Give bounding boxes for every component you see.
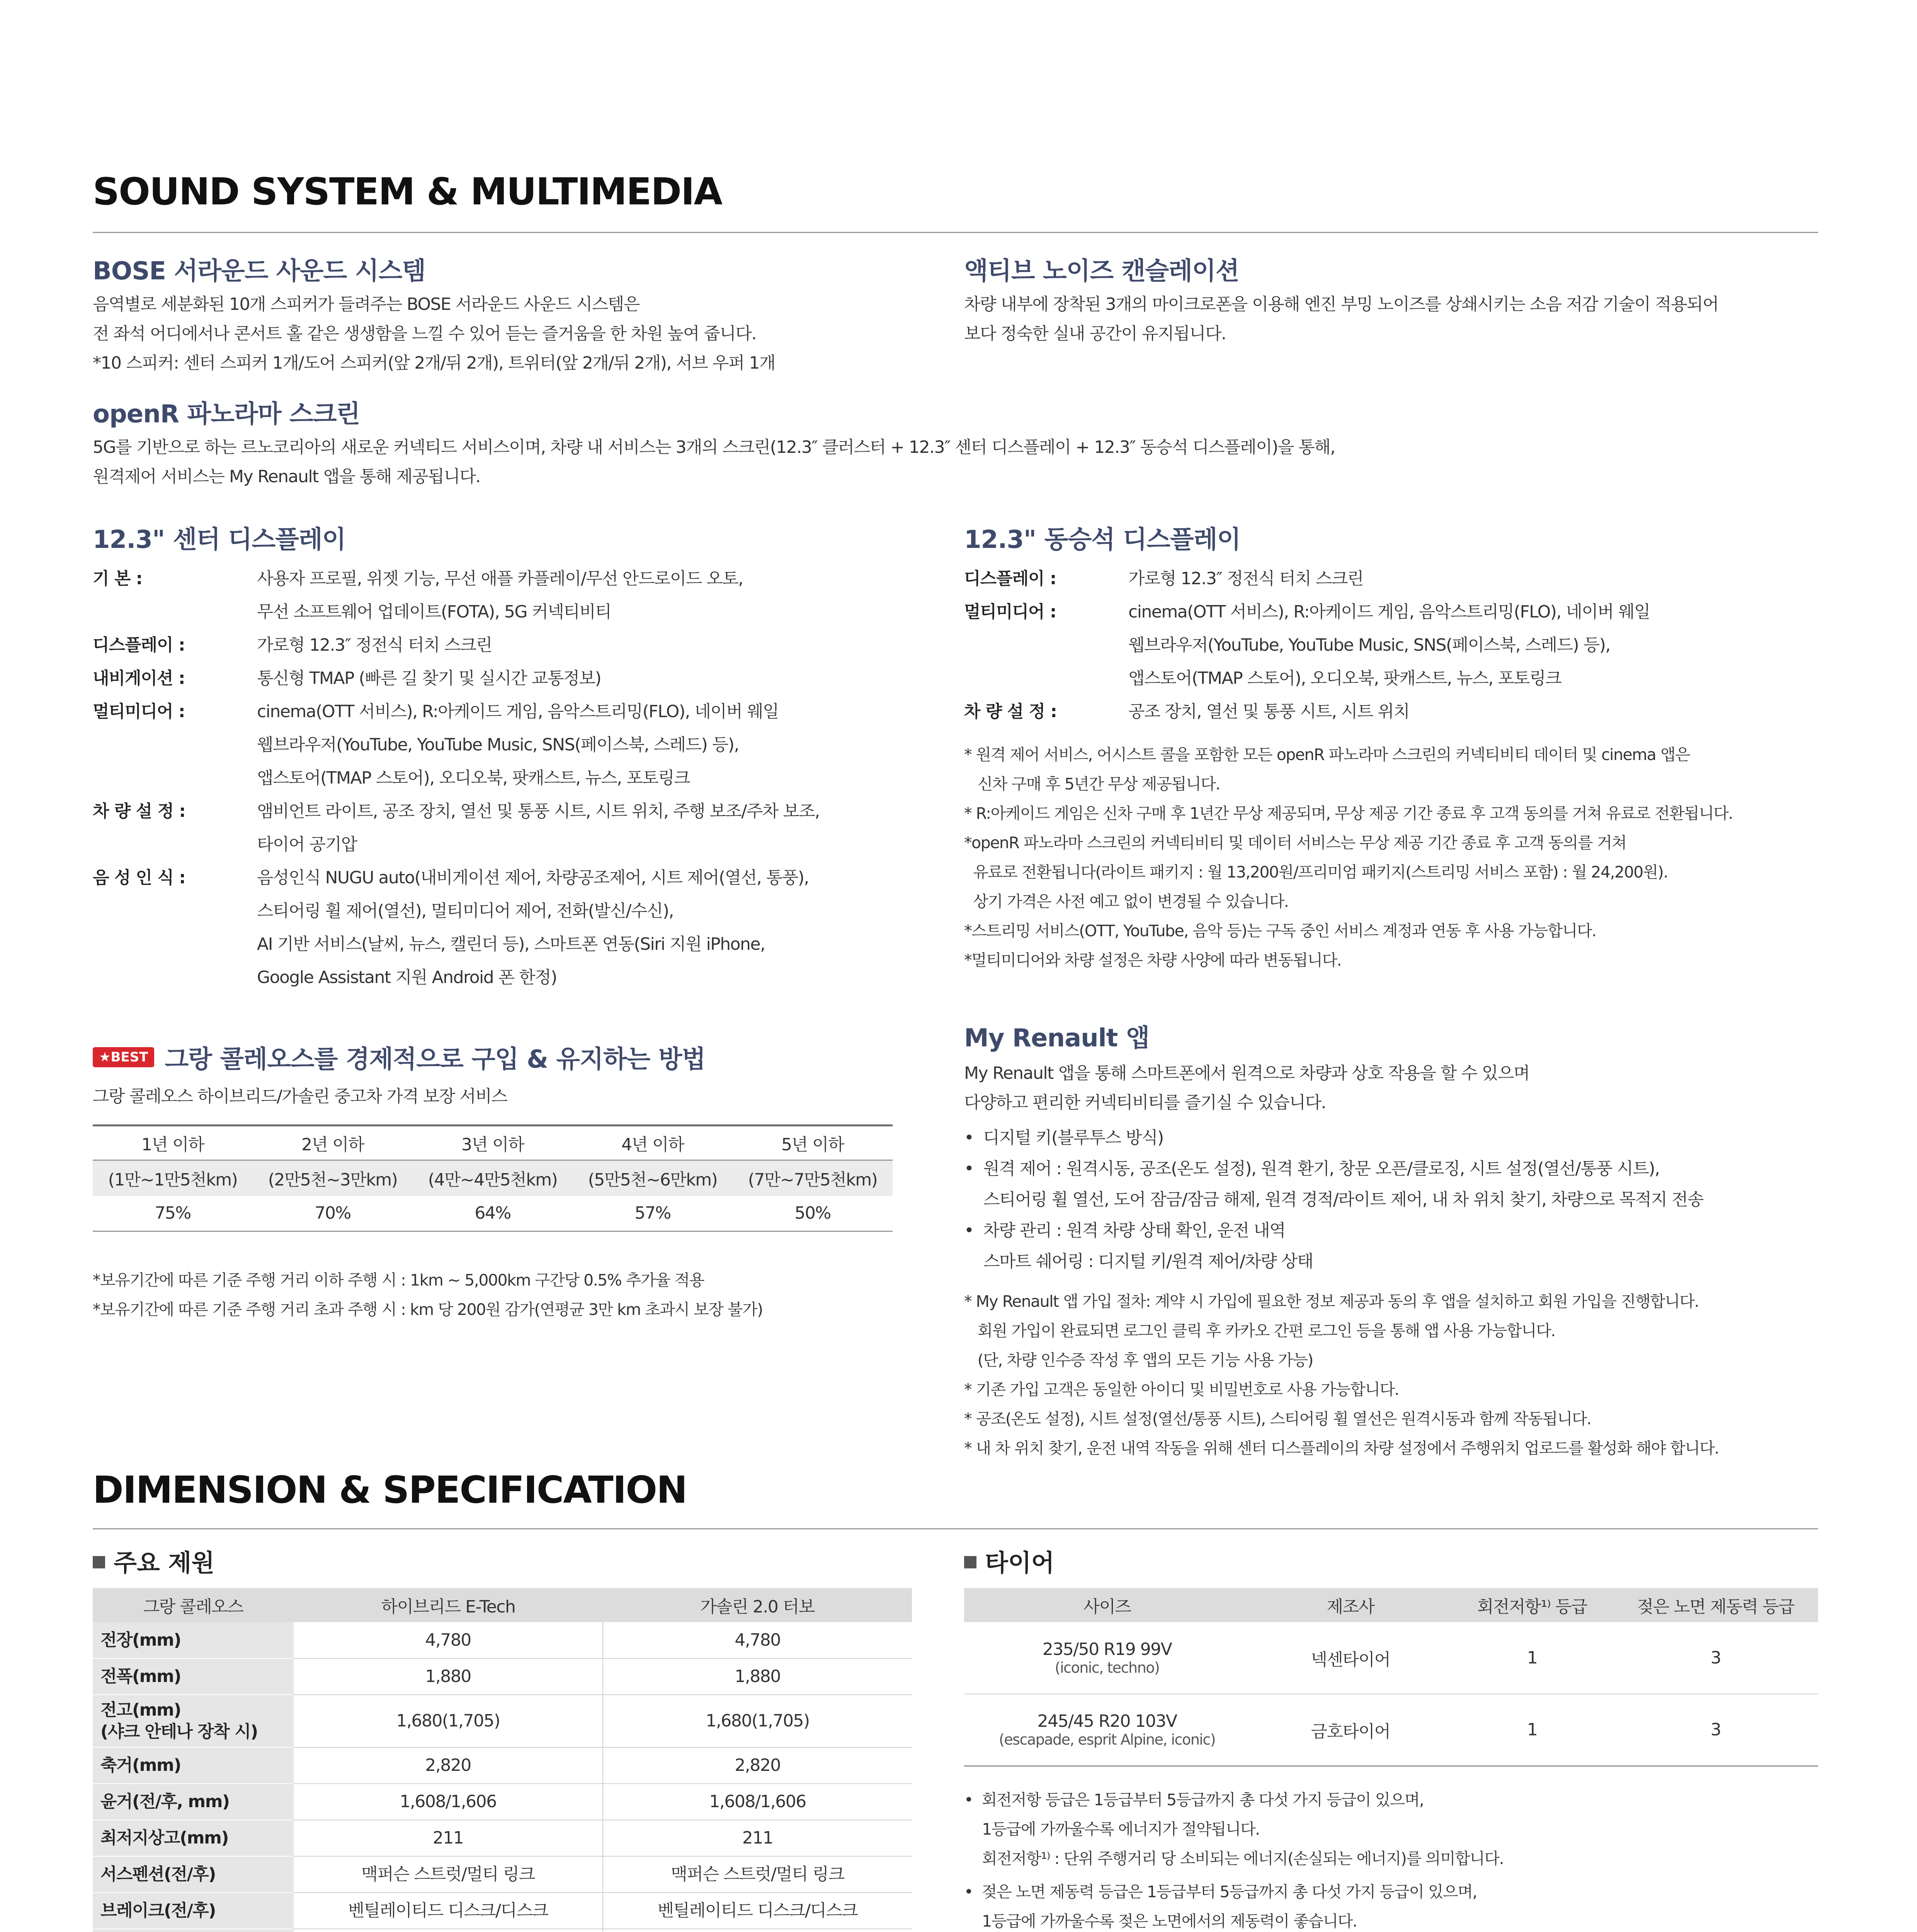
bullet-item: 스티어링 휠 열선, 도어 잠금/잠금 해제, 원격 경적/라이트 제어, 내 차 위치 찾기, 차량으로 목적지 전송 (964, 1190, 1703, 1209)
spec-row (93, 861, 904, 994)
text-line: 보다 정숙한 실내 공간이 유지됩니다. (964, 324, 1226, 344)
tire-heading-row (964, 1544, 1055, 1578)
note-line: * My Renault 앱 가입 절차: 계약 시 가입에 필요한 정보 제공과 동의 후 앱을 설치하고 회원 가입을 진행합니다. (964, 1292, 1699, 1311)
table-cell: 넥센타이어 (1311, 1650, 1390, 1670)
note-line: 회원 가입이 완료되면 로그인 클릭 후 카카오 간편 로그인 등을 통해 앱 사용 가능합니다. (964, 1321, 1555, 1340)
spec-label: 멀티미디어 : (964, 602, 1056, 622)
tire-heading: 타이어 (985, 1549, 1055, 1577)
table-row (93, 1695, 912, 1747)
text-line: My Renault 앱을 통해 스마트폰에서 원격으로 차량과 상호 작용을 할 수 있으며 (964, 1063, 1529, 1083)
table-header-cell: 하이브리드 E-Tech (381, 1597, 515, 1617)
specs-heading: 주요 제원 (114, 1549, 215, 1577)
text-line: 차량 내부에 장착된 3개의 마이크로폰을 이용해 엔진 부밍 노이즈를 상쇄시키는 소음 저감 기술이 적용되어 (964, 294, 1718, 314)
bullet-item: 스마트 쉐어링 : 디지털 키/원격 제어/차량 상태 (964, 1252, 1313, 1271)
note-line: 신차 구매 후 5년간 무상 제공됩니다. (964, 775, 1220, 793)
text-line: 5G를 기반으로 하는 르노코리아의 새로운 커넥티드 서비스이며, 차량 내 서비스는 3개의 스크린(12.3″ 클러스터 + 12.3″ 센터 디스플레이 + 12.3″ 동승석 디스플레이)을 통해, (93, 437, 1335, 457)
table-cell: 1,880 (294, 1658, 603, 1695)
table-header-cell: 가솔린 2.0 터보 (700, 1597, 815, 1617)
note-line: *멀티미디어와 차량 설정은 차량 사양에 따라 변동됩니다. (964, 951, 1342, 969)
specs-table (93, 1588, 912, 1932)
table-cell: 64% (475, 1203, 511, 1223)
note-line: *보유기간에 따른 기준 주행 거리 이하 주행 시 : 1km ~ 5,000km 구간당 0.5% 추가율 적용 (93, 1271, 704, 1289)
table-cell: 70% (315, 1203, 351, 1223)
myrenault-bullets (964, 1122, 1703, 1277)
table-cell: 1,608/1,606 (294, 1784, 603, 1820)
table-cell: 1 (1527, 1648, 1538, 1668)
row-label (93, 1929, 294, 1932)
table-cell: 75% (155, 1203, 191, 1223)
table-header-cell: 3년 이하 (461, 1135, 524, 1155)
table-header-cell: 회전저항¹⁾ 등급 (1477, 1597, 1587, 1617)
note-line: * 원격 제어 서비스, 어시스트 콜을 포함한 모든 openR 파노라마 스크린의 커넥티비티 데이터 및 cinema 앱은 (964, 745, 1690, 764)
row-label: 축거(mm) (93, 1747, 294, 1784)
note-line: *openR 파노라마 스크린의 커넥티비티 및 데이터 서비스는 무상 제공 기간 종료 후 고객 동의를 거쳐 (964, 833, 1626, 852)
table-cell: (4만~4만5천km) (428, 1170, 558, 1190)
section-title-sound: SOUND SYSTEM & MULTIMEDIA (93, 170, 722, 213)
table-cell: 3 (1710, 1648, 1721, 1668)
note-line: *보유기간에 따른 기준 주행 거리 초과 주행 시 : km 당 200원 감가(연평균 3만 km 초과시 보장 불가) (93, 1300, 763, 1319)
row-label: 서스펜션(전/후) (93, 1856, 294, 1893)
table-cell: 2,820 (294, 1747, 603, 1784)
spec-value: cinema(OTT 서비스), R:아케이드 게임, 음악스트리밍(FLO), 네이버 웨일 (257, 702, 779, 721)
spec-label: 음 성 인 식 : (93, 868, 185, 888)
table-header-cell: 1년 이하 (141, 1135, 204, 1155)
table-cell: 맥퍼슨 스트럿/멀티 링크 (603, 1856, 912, 1893)
table-row (93, 1893, 912, 1929)
table-cell: 211 (603, 1820, 912, 1856)
table-header-cell: 그랑 콜레오스 (143, 1597, 243, 1617)
table-cell (294, 1929, 603, 1932)
center-display-list (93, 562, 904, 994)
row-label: 윤거(전/후, mm) (93, 1784, 294, 1820)
note-line: 상기 가격은 사전 예고 없이 변경될 수 있습니다. (964, 892, 1289, 911)
spec-value: 음성인식 NUGU auto(내비게이션 제어, 차량공조제어, 시트 제어(열선, 통풍), (257, 868, 809, 888)
table-cell: 벤틸레이티드 디스크/디스크 (603, 1893, 912, 1929)
table-row (93, 1196, 893, 1231)
spec-label: 차 량 설 정 : (964, 702, 1057, 721)
spec-row (93, 562, 904, 629)
note-line: * 공조(온도 설정), 시트 설정(열선/통풍 시트), 스티어링 휠 열선은 원격시동과 함께 작동됩니다. (964, 1410, 1591, 1428)
bose-heading: BOSE 서라운드 사운드 시스템 (93, 257, 426, 286)
myrenault-text (964, 1059, 1529, 1117)
spec-label: 디스플레이 : (964, 569, 1056, 588)
spec-value: cinema(OTT 서비스), R:아케이드 게임, 음악스트리밍(FLO), 네이버 웨일 (1128, 602, 1650, 622)
table-cell: 2,820 (603, 1747, 912, 1784)
table-row (93, 1784, 912, 1820)
spec-value: AI 기반 서비스(날씨, 뉴스, 캘린더 등), 스마트폰 연동(Siri 지원 iPhone, (257, 934, 765, 954)
center-display-heading: 12.3" 센터 디스플레이 (93, 526, 346, 554)
table-cell: (1만~1만5천km) (108, 1170, 238, 1190)
table-row (93, 1622, 912, 1658)
passenger-display-list (964, 562, 1814, 728)
table-cell: 1,680(1,705) (294, 1695, 603, 1747)
table-cell: (7만~7만5천km) (748, 1170, 878, 1190)
note-line: • 젖은 노면 제동력 등급은 1등급부터 5등급까지 총 다섯 가지 등급이 있으며, (964, 1883, 1477, 1901)
passenger-display-notes (964, 740, 1733, 975)
table-header-row (964, 1588, 1818, 1622)
note-line: 1등급에 가까울수록 에너지가 절약됩니다. (964, 1820, 1260, 1838)
anc-heading: 액티브 노이즈 캔슬레이션 (964, 257, 1239, 286)
spec-label: 멀티미디어 : (93, 702, 185, 721)
table-cell: 1,880 (603, 1658, 912, 1695)
note-line: 1등급에 가까울수록 젖은 노면에서의 제동력이 좋습니다. (964, 1912, 1357, 1930)
divider (93, 1528, 1818, 1529)
spec-label: 내비게이션 : (93, 668, 185, 688)
table-row (93, 1747, 912, 1784)
table-header-cell: 5년 이하 (781, 1135, 844, 1155)
spec-value: Google Assistant 지원 Android 폰 한정) (257, 968, 557, 987)
note-line: * 기존 가입 고객은 동일한 아이디 및 비밀번호로 사용 가능합니다. (964, 1380, 1399, 1399)
table-cell: 1,608/1,606 (603, 1784, 912, 1820)
spec-row (93, 662, 904, 695)
tire-size: 245/45 R20 103V (1037, 1711, 1177, 1731)
spec-row (93, 795, 904, 861)
spec-value: 공조 장치, 열선 및 통풍 시트, 시트 위치 (1128, 702, 1410, 721)
row-label: 전폭(mm) (93, 1658, 294, 1695)
table-row (93, 1820, 912, 1856)
table-header-cell: 2년 이하 (301, 1135, 364, 1155)
price-guarantee-table (93, 1124, 893, 1232)
table-row (964, 1622, 1818, 1694)
spec-value: 타이어 공기압 (257, 835, 357, 854)
table-cell: 57% (634, 1203, 671, 1223)
note-line: (단, 차량 인수증 작성 후 앱의 모든 기능 사용 가능) (964, 1351, 1313, 1369)
spec-row (964, 562, 1814, 595)
bullet-item: • 디지털 키(블루투스 방식) (964, 1128, 1163, 1148)
openr-heading: openR 파노라마 스크린 (93, 400, 360, 429)
text-line: *10 스피커: 센터 스피커 1개/도어 스피커(앞 2개/뒤 2개), 트위터(앞 2개/뒤 2개), 서브 우퍼 1개 (93, 353, 775, 373)
spec-value: 통신형 TMAP (빠른 길 찾기 및 실시간 교통정보) (257, 668, 601, 688)
table-cell: 4,780 (294, 1622, 603, 1658)
best-sub: 그랑 콜레오스 하이브리드/가솔린 중고차 가격 보장 서비스 (93, 1087, 507, 1106)
note-line: 유료로 전환됩니다(라이트 패키지 : 월 13,200원/프리미엄 패키지(스트리밍 서비스 포함) : 월 24,200원). (964, 863, 1668, 881)
anc-text (964, 290, 1718, 349)
square-bullet-icon (93, 1556, 105, 1568)
row-label: 전장(mm) (93, 1622, 294, 1658)
table-cell: 3 (1710, 1720, 1721, 1740)
square-bullet-icon (964, 1556, 976, 1568)
bose-text (93, 290, 775, 378)
table-cell: 금호타이어 (1311, 1721, 1390, 1742)
best-heading-row (93, 1039, 705, 1075)
table-cell: 4,780 (603, 1622, 912, 1658)
note-line: *스트리밍 서비스(OTT, YouTube, 음악 등)는 구독 중인 서비스 계정과 연동 후 사용 가능합니다. (964, 922, 1596, 940)
spec-value: 가로형 12.3″ 정전식 터치 스크린 (1128, 569, 1363, 588)
note-line: • 회전저항 등급은 1등급부터 5등급까지 총 다섯 가지 등급이 있으며, (964, 1791, 1424, 1809)
spec-row (964, 695, 1814, 728)
table-cell: 맥퍼슨 스트럿/멀티 링크 (294, 1856, 603, 1893)
table-header-cell: 사이즈 (1083, 1597, 1131, 1617)
spec-row (964, 595, 1814, 695)
table-cell: (5만5천~6만km) (588, 1170, 718, 1190)
row-label: 브레이크(전/후) (93, 1893, 294, 1929)
text-line: 원격제어 서비스는 My Renault 앱을 통해 제공됩니다. (93, 467, 480, 486)
spec-label: 기 본 : (93, 569, 143, 588)
table-cell (603, 1929, 912, 1932)
note-line: * R:아케이드 게임은 신차 구매 후 1년간 무상 제공되며, 무상 제공 기간 종료 후 고객 동의를 거쳐 유료로 전환됩니다. (964, 804, 1733, 823)
text-line: 전 좌석 어디에서나 콘서트 홀 같은 생생함을 느낄 수 있어 듣는 즐거움을 한 차원 높여 줍니다. (93, 324, 756, 344)
table-cell: 벤틸레이티드 디스크/디스크 (294, 1893, 603, 1929)
myrenault-heading: My Renault 앱 (964, 1024, 1150, 1053)
spec-value: 웹브라우저(YouTube, YouTube Music, SNS(페이스북, 스레드) 등), (1128, 635, 1610, 655)
divider (93, 232, 1818, 233)
tire-notes (964, 1785, 1521, 1932)
table-row (964, 1694, 1818, 1766)
best-badge: ★BEST (93, 1047, 154, 1067)
row-label: 전고(mm) (샤크 안테나 장착 시) (93, 1695, 294, 1747)
spec-label: 디스플레이 : (93, 635, 185, 655)
spec-value: 사용자 프로필, 위젯 기능, 무선 애플 카플레이/무선 안드로이드 오토, (257, 569, 743, 588)
text-line: 음역별로 세분화된 10개 스피커가 들려주는 BOSE 서라운드 사운드 시스템은 (93, 294, 640, 314)
table-header-row (93, 1126, 893, 1160)
spec-value: 스티어링 휠 제어(열선), 멀티미디어 제어, 전화(발신/수신), (257, 901, 674, 921)
note-line: * 내 차 위치 찾기, 운전 내역 작동을 위해 센터 디스플레이의 차량 설정에서 주행위치 업로드를 활성화 해야 합니다. (964, 1439, 1719, 1458)
spec-value: 앰비언트 라이트, 공조 장치, 열선 및 통풍 시트, 시트 위치, 주행 보조/주차 보조, (257, 801, 820, 821)
tire-size-cell (964, 1694, 1250, 1766)
spec-value: 무선 소프트웨어 업데이트(FOTA), 5G 커넥티비티 (257, 602, 611, 622)
best-heading: 그랑 콜레오스를 경제적으로 구입 & 유지하는 방법 (165, 1045, 706, 1074)
spec-label: 차 량 설 정 : (93, 801, 185, 821)
bullet-item: • 원격 제어 : 원격시동, 공조(온도 설정), 원격 환기, 창문 오픈/클로징, 시트 설정(열선/통풍 시트), (964, 1159, 1660, 1179)
table-row (93, 1160, 893, 1196)
tire-size-cell (964, 1622, 1250, 1694)
table-cell: 211 (294, 1820, 603, 1856)
table-row (93, 1658, 912, 1695)
table-cell: (2만5천~3만km) (268, 1170, 398, 1190)
table-cell: 1,680(1,705) (603, 1695, 912, 1747)
table-header-cell: 젖은 노면 제동력 등급 (1637, 1597, 1795, 1617)
table-cell: 50% (794, 1203, 831, 1223)
specs-heading-row (93, 1544, 214, 1578)
tire-table (964, 1588, 1818, 1767)
spec-value: 앱스토어(TMAP 스토어), 오디오북, 팟캐스트, 뉴스, 포토링크 (257, 768, 690, 788)
spec-value: 웹브라우저(YouTube, YouTube Music, SNS(페이스북, 스레드) 등), (257, 735, 739, 755)
table-cell: 1 (1527, 1720, 1538, 1740)
spec-row (93, 695, 904, 795)
row-label: 최저지상고(mm) (93, 1820, 294, 1856)
table-row (93, 1856, 912, 1893)
table-header-cell: 제조사 (1327, 1597, 1374, 1617)
tire-trim: (escapade, esprit Alpine, iconic) (998, 1731, 1216, 1748)
text-line: 다양하고 편리한 커넥티비티를 즐기실 수 있습니다. (964, 1093, 1326, 1112)
passenger-display-heading: 12.3" 동승석 디스플레이 (964, 526, 1241, 554)
note-line: 회전저항¹⁾ : 단위 주행거리 당 소비되는 에너지(손실되는 에너지)를 의미합니다. (964, 1849, 1504, 1868)
myrenault-notes (964, 1287, 1719, 1463)
table-header-row (93, 1588, 912, 1622)
tire-trim: (iconic, techno) (1055, 1659, 1160, 1676)
openr-text (93, 433, 1335, 492)
best-notes (93, 1265, 763, 1324)
spec-value: 가로형 12.3″ 정전식 터치 스크린 (257, 635, 492, 655)
table-header-cell: 4년 이하 (621, 1135, 684, 1155)
spec-value: 앱스토어(TMAP 스토어), 오디오북, 팟캐스트, 뉴스, 포토링크 (1128, 668, 1561, 688)
section-title-dimension: DIMENSION & SPECIFICATION (93, 1468, 687, 1512)
tire-size: 235/50 R19 99V (1042, 1639, 1172, 1659)
bullet-item: • 차량 관리 : 원격 차량 상태 확인, 운전 내역 (964, 1221, 1286, 1240)
table-row (93, 1929, 912, 1932)
spec-row (93, 629, 904, 662)
